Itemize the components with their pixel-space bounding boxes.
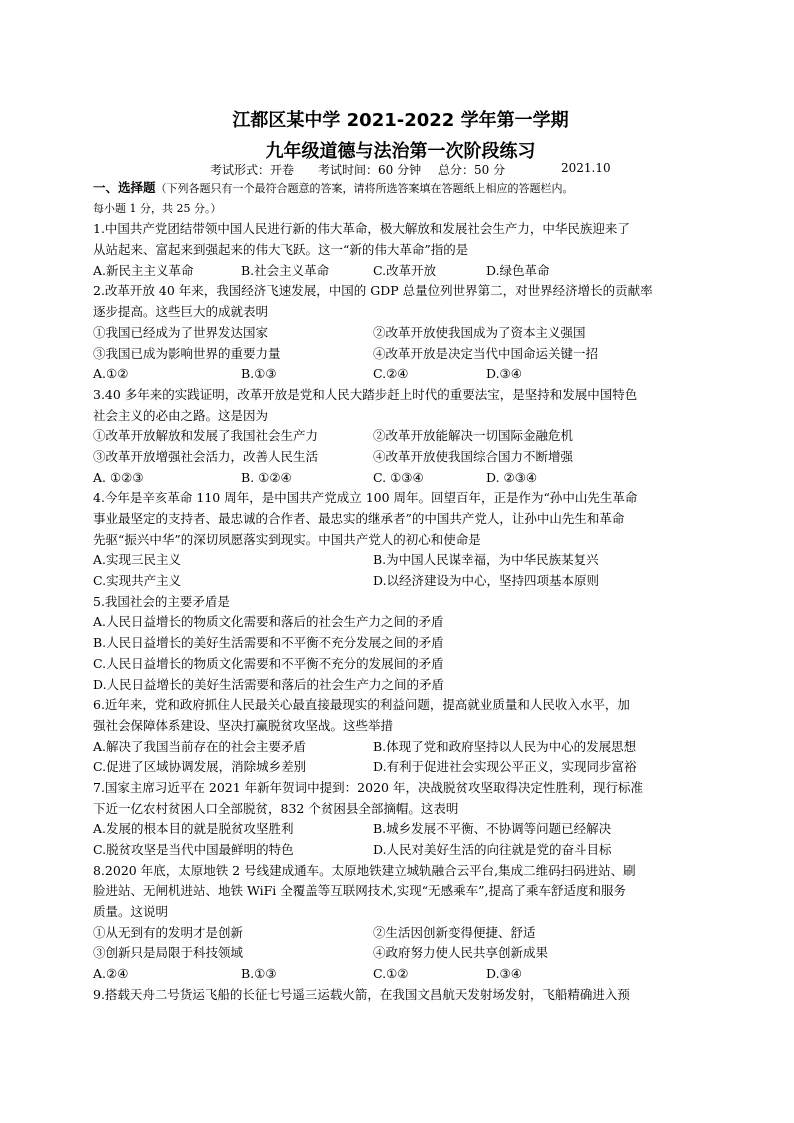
q5-option-c: C.人民日益增长的物质文化需要和不平衡不充分的发展间的矛盾: [93, 655, 444, 671]
q3-statements-1: [93, 426, 708, 447]
q4-options-2: [93, 571, 708, 592]
q5-option-d: D.人民日益增长的美好生活需要和落后的社会生产力之间的矛盾: [93, 676, 445, 692]
q8-statements-1: [93, 923, 708, 944]
q8-option-d: D.③④: [486, 966, 522, 982]
q4-stem-1: 4.今年是辛亥革命 110 周年，是中国共产党成立 100 周年。回望百年，正是作为“孙中山先生革命: [93, 490, 638, 506]
q2-statement-4: ④改革开放是决定当代中国命运关键一招: [373, 345, 599, 361]
q4-stem-3: 先驱“振兴中华”的深切夙愿落实到现实。中国共产党人的初心和使命是: [93, 531, 481, 547]
q8-stem-1: 8.2020 年底，太原地铁 2 号线建成通车。太原地铁建立城轨融合云平台,集成二维码扫码进站、刷: [93, 862, 636, 878]
q8-statement-3: ③创新只是局限于科技领域: [93, 945, 244, 961]
q3-statement-4: ④改革开放使我国综合国力不断增强: [373, 448, 574, 464]
q4-option-d: D.以经济建设为中心，坚持四项基本原则: [373, 573, 600, 589]
q6-options-1: [93, 737, 708, 758]
q4-option-a: A.实现三民主义: [93, 552, 182, 568]
q8-option-a: A.②④: [93, 966, 129, 982]
q3-stem-2: 社会主义的必由之路。这是因为: [93, 407, 269, 423]
q2-option-d: D.③④: [486, 366, 522, 382]
q5-stem: 5.我国社会的主要矛盾是: [93, 593, 230, 609]
section-note-2: 每小题 1 分，共 25 分。）: [93, 201, 222, 215]
q8-statement-4: ④政府努力使人民共享创新成果: [373, 945, 549, 961]
q1-stem-2: 从站起来、富起来到强起来的伟大飞跃。这一“新的伟大革命”指的是: [93, 242, 469, 258]
q2-stem-1: 2.改革开放 40 年来，我国经济飞速发展，中国的 GDP 总量位列世界第二，对世界经济增长的贡献率: [93, 283, 653, 299]
q6-option-d: D.有利于促进社会实现公平正义，实现同步富裕: [373, 759, 637, 775]
q8-stem-2: 脸进站、无闸机进站、地铁 WiFi 全覆盖等互联网技术,实现“无感乘车”,提高了乘车舒适度和服务: [93, 883, 626, 899]
q2-options: [93, 364, 708, 385]
q1-options: [93, 261, 708, 282]
q3-option-a: A. ①②③: [93, 469, 144, 485]
q7-option-b: B.城乡发展不平衡、不协调等问题已经解决: [373, 821, 612, 837]
q1-option-b: B.社会主义革命: [241, 262, 330, 278]
q6-option-b: B.体现了党和政府坚持以人民为中心的发展思想: [373, 738, 637, 754]
q5-option-b: B.人民日益增长的美好生活需要和不平衡不充分发展之间的矛盾: [93, 635, 444, 651]
q3-stem-1: 3.40 多年来的实践证明，改革开放是党和人民大踏步赶上时代的重要法宝，是坚持和发展中国特色: [93, 386, 638, 402]
q1-option-c: C.改革开放: [373, 262, 437, 278]
q7-stem-1: 7.国家主席习近平在 2021 年新年贺词中提到：2020 年，决战脱贫攻坚取得决定性胜利，现行标准: [93, 779, 643, 795]
section-note: （下列各题只有一个最符合题意的答案，请将所选答案填在答题纸上相应的答题栏内。: [155, 182, 574, 195]
q8-stem-3: 质量。这说明: [93, 904, 169, 920]
q1-option-d: D.绿色革命: [486, 262, 550, 278]
q2-option-a: A.①②: [93, 366, 129, 382]
q3-option-d: D. ②③④: [486, 469, 538, 485]
q7-option-d: D.人民对美好生活的向往就是党的奋斗目标: [373, 842, 612, 857]
q2-statements-1: [93, 323, 708, 344]
section-heading: 一、选择题: [93, 180, 156, 195]
q4-option-b: B.为中国人民谋幸福，为中华民族某复兴: [373, 552, 599, 568]
q4-options-1: [93, 550, 708, 571]
q6-option-a: A.解决了我国当前存在的社会主要矛盾: [93, 738, 307, 754]
q4-stem-2: 事业最坚定的支持者、最忠诚的合作者、最忠实的继承者”的中国共产党人，让孙中山先生和革命: [93, 511, 625, 526]
q6-stem-1: 6.近年来，党和政府抓住人民最关心最直接最现实的利益问题，提高就业质量和人民收入水平，加: [93, 697, 630, 713]
q8-option-c: C.①②: [373, 966, 409, 982]
q6-option-c: C.促进了区域协调发展，消除城乡差别: [93, 759, 307, 775]
exam-title: 江都区某中学 2021-2022 学年第一学期: [232, 110, 569, 131]
q3-option-b: B. ①②④: [241, 469, 292, 485]
q3-statement-2: ②改革开放能解决一切国际金融危机: [373, 428, 574, 444]
q1-option-a: A.新民主主义革命: [93, 262, 194, 278]
exam-subtitle: 九年级道德与法治第一次阶段练习: [265, 141, 536, 162]
exam-total: 总分：50 分: [438, 163, 506, 177]
q8-option-b: B.①③: [241, 966, 277, 982]
q2-statement-1: ①我国已经成为了世界发达国家: [93, 324, 269, 340]
q7-option-c: C.脱贫攻坚是当代中国最鲜明的特色: [93, 842, 294, 857]
exam-date: 2021.10: [561, 161, 611, 175]
q4-option-c: C.实现共产主义: [93, 573, 182, 589]
q8-statements-2: [93, 943, 708, 964]
q3-statements-2: [93, 447, 708, 468]
q3-options: [93, 468, 708, 489]
q3-statement-3: ③改革开放增强社会活力，改善人民生活: [93, 448, 319, 464]
q8-options: [93, 964, 708, 985]
q2-option-b: B.①③: [241, 366, 277, 382]
q2-statement-3: ③我国已成为影响世界的重要力量: [93, 345, 281, 361]
q7-option-a: A.发展的根本目的就是脱贫攻坚胜利: [93, 821, 294, 837]
q6-stem-2: 强社会保障体系建设、坚决打赢脱贫攻坚战。这些举措: [93, 717, 394, 733]
q8-statement-2: ②生活因创新变得便捷、舒适: [373, 924, 536, 940]
q6-options-2: [93, 757, 708, 778]
q3-statement-1: ①改革开放解放和发展了我国社会生产力: [93, 428, 319, 444]
exam-form: 考试形式：开卷: [210, 163, 295, 177]
q7-options-2: [93, 840, 708, 861]
q2-statements-2: [93, 344, 708, 365]
q1-stem-1: 1.中国共产党团结带领中国人民进行新的伟大革命，极大解放和发展社会生产力，中华民族迎来了: [93, 221, 630, 237]
q7-options-1: [93, 819, 708, 840]
q2-stem-2: 逐步提高。这些巨大的成就表明: [93, 304, 269, 320]
q8-statement-1: ①从无到有的发明才是创新: [93, 924, 244, 940]
q7-stem-2: 下近一亿农村贫困人口全部脱贫，832 个贫困县全部摘帽。这表明: [93, 800, 459, 816]
question-body: [93, 178, 708, 1006]
q3-option-c: C. ①③④: [373, 469, 424, 485]
q9-stem-1: 9.搭载天舟二号货运飞船的长征七号遥三运载火箭，在我国文昌航天发射场发射，飞船精确进入预: [93, 986, 630, 1002]
q2-statement-2: ②改革开放使我国成为了资本主义强国: [373, 324, 586, 340]
q2-option-c: C.②④: [373, 366, 409, 382]
exam-time: 考试时间：60 分钟: [318, 163, 422, 177]
section-header: [93, 178, 708, 199]
q5-option-a: A.人民日益增长的物质文化需要和落后的社会生产力之间的矛盾: [93, 614, 444, 630]
